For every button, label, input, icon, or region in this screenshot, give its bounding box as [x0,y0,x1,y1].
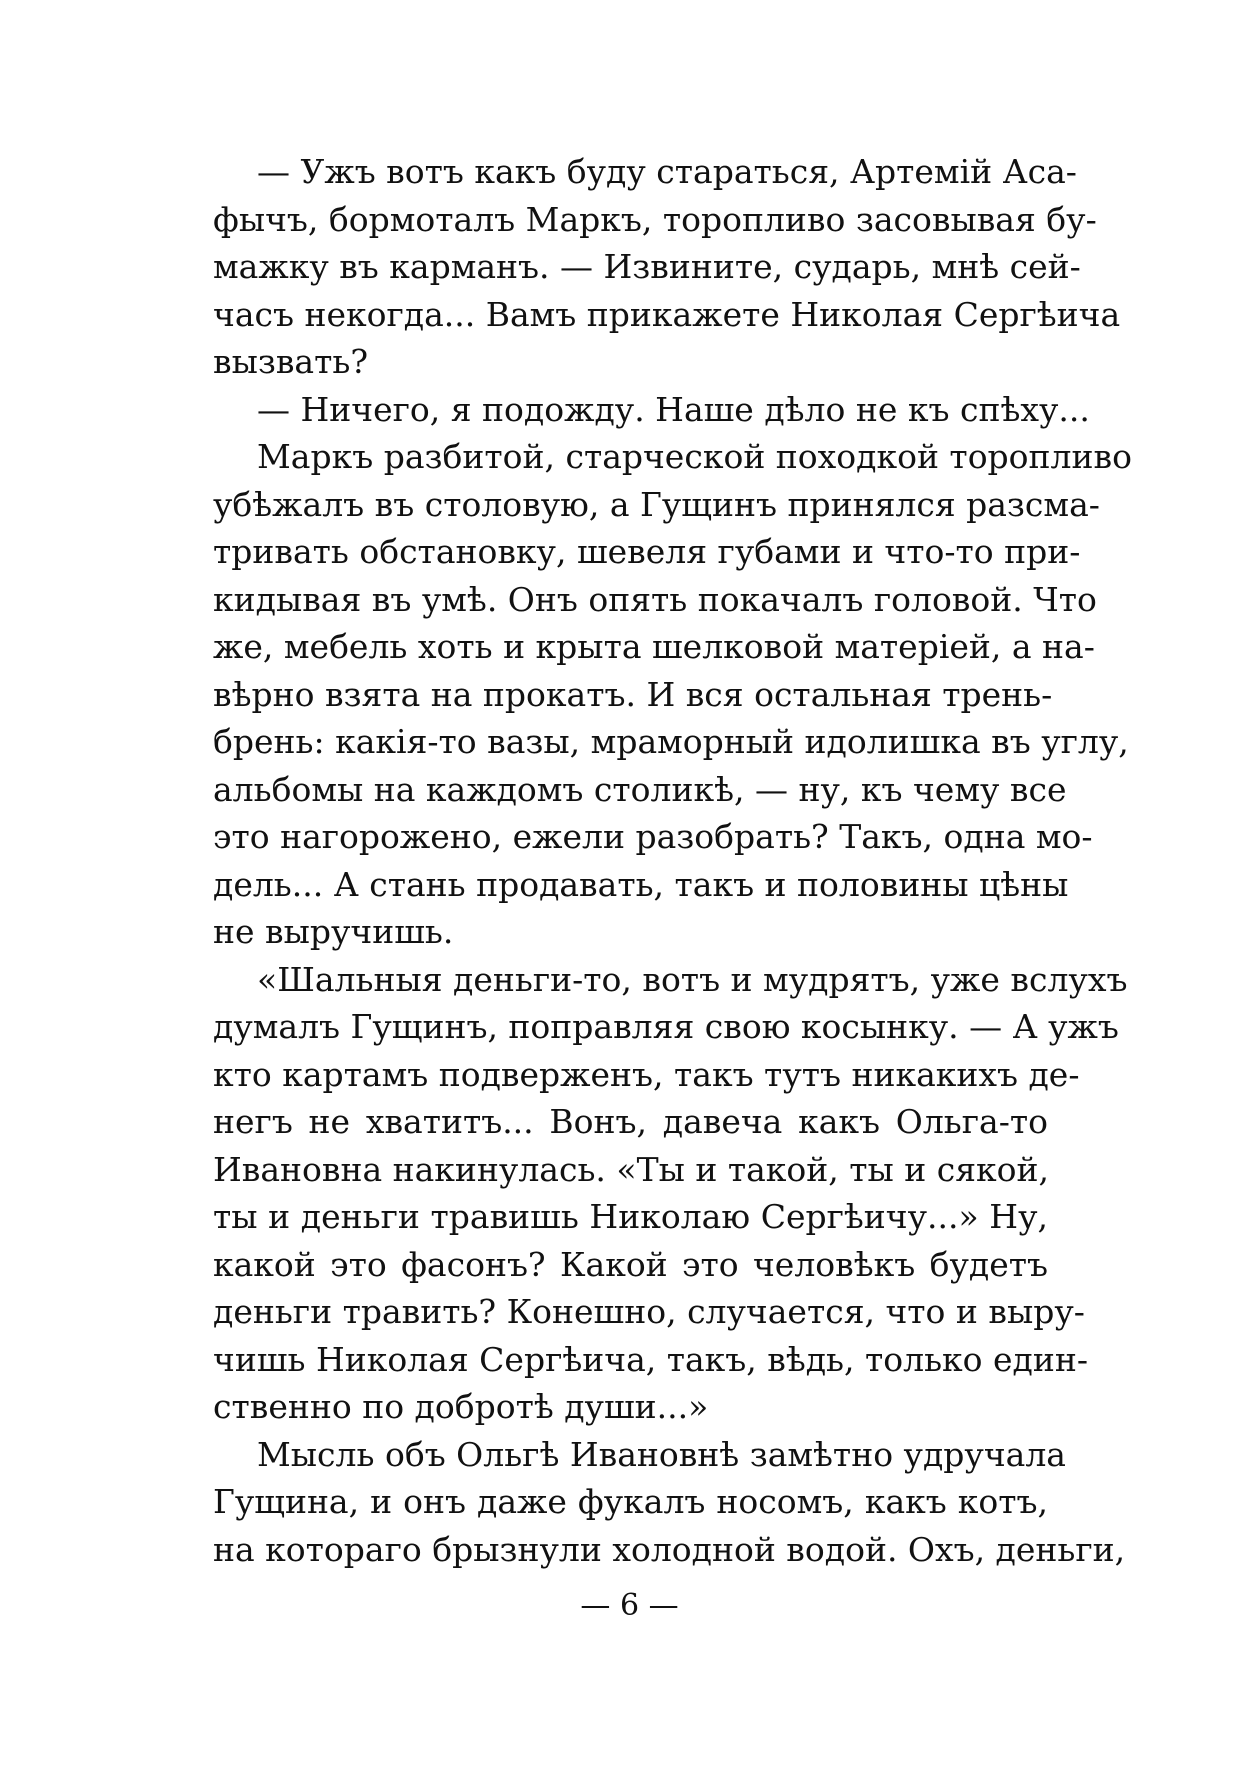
text-line: мажку въ карманъ. — Извините, сударь, мнѣ сей- [213,247,1081,286]
text-line: же, мебель хоть и крыта шелковой матеріей, а на- [213,627,1095,666]
text-line: вызвать? [213,342,369,381]
text-line: Мысль объ Ольгѣ Ивановнѣ замѣтно удручала [257,1434,1066,1474]
text-line: Маркъ разбитой, старческой походкой торопливо [257,437,1132,476]
text-line: часъ некогда... Вамъ прикажете Николая Сергѣича [213,294,1121,334]
text-line: какой это фасонъ? Какой это человѣкъ будетъ [213,1244,1048,1284]
text-line: не выручишь. [213,912,454,951]
body-text [213,148,1132,1573]
text-line: — Ужъ вотъ какъ буду стараться, Артемій Аса- [257,152,1077,191]
text-line: чишь Николая Сергѣича, такъ, вѣдь, только един- [213,1339,1089,1379]
text-line: это нагорожено, ежели разобрать? Такъ, одна мо- [213,817,1093,856]
text-line: фычъ, бормоталъ Маркъ, торопливо засовывая бу- [213,199,1097,239]
text-line: дель... А стань продавать, такъ и половины цѣны [213,864,1069,904]
text-line: «Шальныя деньги-то, вотъ и мудрятъ, уже вслухъ [257,959,1128,999]
text-line: брень: какія-то вазы, мраморный идолишка въ углу, [213,722,1129,761]
text-line: кидывая въ умѣ. Онъ опять покачалъ головой. Что [213,579,1097,619]
text-line: деньги травить? Конешно, случается, что и выру- [213,1292,1085,1331]
text-line: думалъ Гущинъ, поправляя свою косынку. — А ужъ [213,1007,1119,1046]
text-line: убѣжалъ въ столовую, а Гущинъ принялся разсма- [213,484,1100,524]
text-line: тривать обстановку, шевеля губами и что-то при- [213,532,1081,571]
text-line: альбомы на каждомъ столикѣ, — ну, къ чему все [213,769,1067,809]
text-line: Ивановна накинулась. «Ты и такой, ты и сякой, [213,1149,1050,1189]
text-line: ты и деньги травишь Николаю Сергѣичу...» Ну, [213,1197,1048,1236]
text-line: вѣрно взята на прокатъ. И вся остальная трень- [213,674,1053,714]
text-line: кто картамъ подверженъ, такъ тутъ никакихъ де- [213,1054,1080,1094]
text-line: ственно по добротѣ души...» [213,1387,709,1426]
page-number: — 6 — [580,1588,679,1623]
text-line: негъ не хватитъ... Вонъ, давеча какъ Ольга-то [213,1102,1048,1141]
text-line: — Ничего, я подожду. Наше дѣло не къ спѣху... [257,389,1090,429]
text-line: на котораго брызнули холодной водой. Охъ, деньги, [213,1529,1126,1569]
text-line: Гущина, и онъ даже фукалъ носомъ, какъ котъ, [213,1482,1048,1521]
